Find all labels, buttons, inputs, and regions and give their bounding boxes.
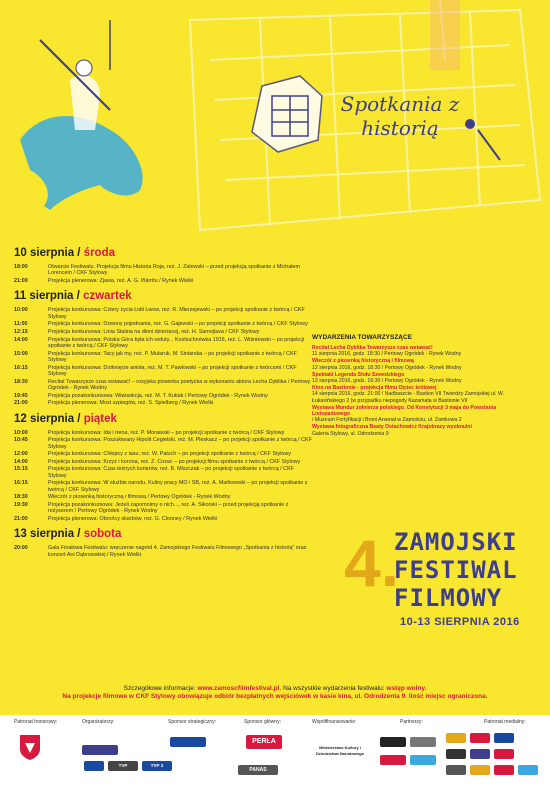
day-block [14,413,314,523]
side-event-details: 12 sierpnia 2016, godz. 18:30 / Pertowy Ogródek - Rynek Wodny [312,364,462,371]
info-label: Szczegółowe informacje: [123,685,198,692]
day-weekday: środa [83,247,116,259]
event-description: Recital Towarzysze czas wstawać! – rosyjska piosenka poetycka w wykonaniu aktora Lecha Dyblika / Pertowy Ogródek - Rynek Wodny [48,378,311,391]
event-description: Projekcja konkursowa: Czas leśnych kurierów, reż. B. Miszczak – po projekcji spotkanie z twórcą / CKF Stylowy [48,466,294,479]
event-time: 16:15 [14,480,28,487]
event-time: 11:00 [14,321,28,328]
event-row [14,379,314,392]
side-events-heading: WYDARZENIA TOWARZYSZĄCE [312,334,413,341]
day-heading: 11 sierpnia / czwartek [14,290,132,303]
day-weekday: czwartek [83,290,132,303]
partner-logo-4 [410,755,436,765]
label-cofinancing: Współfinansowanie: [312,719,357,725]
info-line2: Na projekcje filmowe w CKF Stylowy obowiązuje odbiór bezpłatnych wejściówek w kasie kina, ul. Odrodzenia 9. Ilość miejsc ograniczona. [62,693,488,700]
info-line1 [0,685,550,693]
day-block [14,290,314,406]
event-time: 16:15 [14,364,28,371]
event-time: 21:00 [14,515,28,522]
event-description: Projekcja plenerowa: Obrońcy skarbów, reż. G. Clooney / Rynek Wielki [48,515,218,522]
event-row [14,393,314,399]
event-row [14,516,314,522]
side-event-title: Spektakl Legenda Stołu Szwedzkiego [312,371,405,378]
label-media-patronage: Patronat medialny: [484,719,526,725]
event-time: 18:30 [14,494,28,501]
media-logo-2 [470,733,490,743]
event-description: Projekcja plenerowa: Most szpiegów, reż. S. Spielberg / Rynek Wielki [48,400,214,407]
info-text [0,685,550,701]
side-event [312,405,522,424]
perla-logo: PERŁA [246,735,282,749]
horseman-illustration [20,20,143,210]
poster-title: Spotkania z historią [340,92,460,140]
event-time: 19:45 [14,392,28,399]
day-date: 12 sierpnia [14,412,75,425]
festival-dates: 10-13 SIERPNIA 2016 [400,616,520,628]
pkp-logo [170,737,206,747]
event-row [14,307,314,320]
side-event-title: Wystawa fotograficzna Beaty Ostachowicz Krajobrazy wyobraźni [312,424,472,431]
event-time: 18:00 [14,264,28,270]
event-row [14,400,314,406]
festival-logo [340,528,540,638]
day-heading: 13 sierpnia / sobota [14,528,122,541]
event-time: 12:00 [14,451,28,458]
ministry-logo: Ministerstwo Kultury i Dziedzictwa Narodowego [312,743,368,769]
side-event [312,358,522,370]
day-heading: 10 sierpnia / środa [14,247,116,259]
event-time: 15:00 [14,350,28,357]
partner-logo-2 [410,737,436,747]
media-logo-3 [494,733,514,743]
event-description: Projekcja konkursowa: Polska Góra była ich reduty... Kostiuchnówka 1916, reż. L. Wiśniewski – po projekcji spotkanie z twórcą / CKF Stylowy [48,336,305,349]
event-description: Projekcja konkursowa: Tacy jak my, reż. P. Mularuk, M. Siniarska – po projekcji spotkanie z twórcą / CKF Stylowy [48,350,297,363]
label-honorary-patronage: Patronat honorowy: [14,719,58,725]
panas-logo: PANAS [238,765,278,775]
festival-name-line3: FILMOWY [394,584,503,612]
tvp3-lublin-logo: TVP 3 LUBLIN [142,761,172,771]
day-block [14,247,314,284]
day-date: 13 sierpnia [14,528,75,541]
media-logo-4 [446,749,466,759]
event-row [14,321,314,327]
event-description: Projekcja konkursowa: W służbie narodu. Kuliny pracy MO i SB, reż. A. Mańkowski – po projekcji spotkanie z twórcą / CKF Stylowy [48,480,308,493]
event-description: Projekcja konkursowa: Cztery życia Lidii Lwow, reż. R. Mierzejewski – po projekcji spotkanie z twórcą / CKF Stylowy [48,307,305,320]
partner-logo-3 [380,755,406,765]
media-logo-8 [470,765,490,775]
event-row [14,502,314,515]
event-row [14,329,314,335]
media-logo-9 [494,765,514,775]
side-event-details: Galeria Stylowy, ul. Odrodzenia 9 [312,430,389,437]
side-event-title: Recital Lecha Dyblika Towarzysze czas wstawać! [312,345,433,351]
website-link[interactable]: www.zamoscfilmfestival.pl [197,685,280,692]
event-description: Otwarcie Festiwalu. Projekcja filmu Historia Roja, reż. J. Zalewski – przed projekcją spotkanie z Michałem Lorencem / CKF Stylowy [48,264,300,277]
festival-name-line1: ZAMOJSKI [394,528,518,556]
media-logo-7 [446,765,466,775]
label-organizers: Organizatorzy: [82,719,115,725]
event-time: 12:15 [14,329,28,335]
event-time: 10:45 [14,437,28,444]
event-row [14,451,314,457]
day-date: 11 sierpnia [14,290,74,303]
festival-name-line2: FESTIWAL [394,556,518,584]
event-row [14,466,314,479]
event-description: Projekcja konkursowa: Poszukiwany Hipolit Cegielski, reż. M. Pleskacz – po projekcji spotkanie z twórcą / CKF Stylowy [48,437,312,450]
media-logo-1 [446,733,466,743]
day-block [14,528,314,558]
side-event [312,424,522,436]
label-strategic-sponsor: Sponsor strategiczny: [168,719,217,725]
event-time: 15:15 [14,466,28,473]
event-row [14,545,314,558]
fortress-plan-illustration [252,76,322,152]
event-row [14,351,314,364]
media-logo-10 [518,765,538,775]
side-event-details: / Muzeum Fortyfikacji i Broni Arsenał w Zamościu, ul. Zamkowa 2 [312,417,462,424]
side-event-title: Wystawa Mundur żołnierza polskiego. Od Konstytucji 3 maja do Powstania Listopadowego [312,404,497,418]
coat-of-arms-icon [18,733,42,761]
event-time: 21:00 [14,278,28,284]
event-row [14,494,314,500]
event-description: Projekcja pozakonkursowa: Jeżeli zapomnimy o nich..., reż. A. Sikorski – przed projekcją spotkanie z reżyserem / Pertowy Ogródek - Rynek Wodny [48,501,289,515]
event-time: 10:00 [14,429,28,436]
event-description: Gala Finałowa Festiwalu: wręczenie nagród 4. Zamojskiego Festiwalu Filmowego „Spotkania z historią” oraz koncert Ani Dąbrowskiej / Rynek Wielki [48,545,307,558]
event-description: Projekcja plenerowa: Zjawa, reż. A. G. Iñárritu / Rynek Wielki [48,278,194,284]
side-event-title: Kino na Bastionie - projekcja filmu Ojciec królowej [312,385,437,392]
event-row [14,264,314,277]
partner-logo-1 [380,737,406,747]
event-description: Projekcja konkursowa: Linia Stalina na dłoni dziecięcej, reż. H. Samojlava / CKF Stylowy [48,329,260,335]
event-time: 18:30 [14,378,28,385]
event-description: Projekcja konkursowa: Ida i Irena, reż. P. Morawski – po projekcji spotkanie z twórcą / CKF Stylowy [48,429,285,436]
event-time: 14:00 [14,458,28,465]
free-entry-text: wstęp wolny. [386,685,427,692]
day-date: 10 sierpnia [14,247,75,259]
event-time: 19:30 [14,501,28,508]
day-heading: 12 sierpnia / piątek [14,412,117,425]
side-event-details: 13 sierpnia 2016, godz. 18:30 / Pertowy Ogródek - Rynek Wodny [312,378,462,385]
media-logo-6 [494,749,514,759]
event-description: Projekcja pozakonkursowa: Wiwisekcja, reż. M. T. Kutiak / Pertowy Ogródek - Rynek Wodny [48,392,268,399]
day-weekday: sobota [83,528,122,541]
event-row [14,430,314,436]
event-description: Projekcja konkursowa: Dotknięcie anioła, reż. M. T. Pawłowski – po projekcji spotkanie z twórcami / CKF Stylowy [48,364,297,377]
side-event-details: 14 sierpnia 2016, godz. 21:00 / Nadbaszcie - Bastion VII Twierdzy Zamojskiej ul. W. Łukasińskiego 2 (w przypadku niepogody Kazamata w Bastionie VII [312,391,504,404]
day-weekday: piątek [83,412,117,425]
side-event [312,345,522,357]
event-row [14,365,314,378]
festival-edition-number: 4. [344,526,400,600]
event-row [14,437,314,450]
event-row [14,480,314,493]
side-event-details: 11 sierpnia 2016, godz. 18:30 / Pertowy Ogródek - Rynek Wodny [312,351,462,358]
sponsor-category-labels [0,719,550,729]
event-row [14,459,314,465]
side-event [312,385,522,404]
event-row [14,337,314,350]
tvp-logo-1 [84,761,104,771]
info-text-mid: . Na wszystkie wydarzenia festiwalu: [279,685,387,692]
side-event [312,372,522,384]
organizer-logo [82,745,118,755]
side-event-title: Wieczór z piosenką historyczną i filmową [312,358,414,365]
program-schedule [14,247,314,564]
sponsors-footer [0,715,550,786]
tvp-historia-logo: TVP HISTORIA [108,761,138,771]
event-row [14,278,314,284]
event-description: Projekcja konkursowa: Dzwony pojednania, reż. G. Gajewski – po projekcji spotkanie z twórcą / CKF Stylowy [48,321,308,328]
label-partners: Partnerzy: [400,719,423,725]
media-logo-5 [470,749,490,759]
event-time: 20:00 [14,545,28,552]
event-description: Projekcja konkursowa: Krzyż i korona, reż. Z. Cozac – po projekcji filmu spotkanie z twórcą / CKF Stylowy [48,458,301,465]
label-main-sponsor: Sponsor główny: [244,719,281,725]
event-time: 10:00 [14,307,28,314]
side-events [312,334,522,438]
event-description: Projekcja konkursowa: Chłopcy z lasu, reż. W. Paluch – po projekcji spotkanie z twórcą / CKF Stylowy [48,451,291,458]
event-description: Wieczór z piosenką historyczną i filmową / Pertowy Ogródek - Rynek Wodny [48,494,231,501]
event-time: 14:00 [14,336,28,343]
event-time: 21:00 [14,400,28,407]
